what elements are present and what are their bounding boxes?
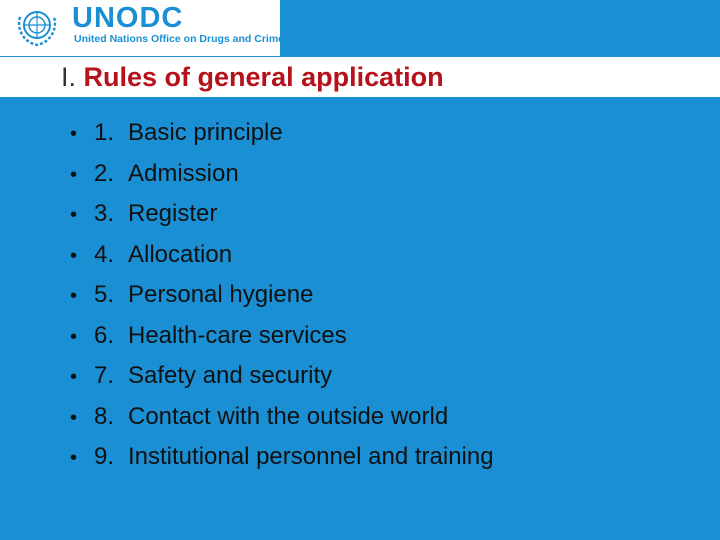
title-number: I. <box>61 62 77 92</box>
list-item <box>70 196 494 237</box>
bullet: • <box>70 406 78 429</box>
page-title <box>61 61 444 93</box>
list-item <box>70 439 494 480</box>
brand-name: UNODC <box>72 2 184 34</box>
list-item <box>70 399 494 440</box>
list-item <box>70 115 494 156</box>
item-label: Allocation <box>128 240 233 268</box>
item-number: 4. <box>94 240 115 268</box>
list-item <box>70 358 494 399</box>
item-number: 9. <box>94 443 115 470</box>
item-number: 7. <box>94 362 115 389</box>
item-number: 2. <box>94 159 115 187</box>
rules-list <box>70 115 494 480</box>
header-logo-area <box>0 0 285 56</box>
un-emblem-icon <box>14 3 60 49</box>
brand-subtitle: United Nations Office on Drugs and Crime <box>74 33 285 45</box>
bullet: • <box>70 123 78 145</box>
item-label: Contact with the outside world <box>128 402 449 430</box>
bullet: • <box>70 447 78 469</box>
bullet: • <box>70 244 78 267</box>
item-number: 8. <box>94 402 115 430</box>
list-item <box>70 277 494 318</box>
item-number: 5. <box>94 281 115 308</box>
item-label: Safety and security <box>128 362 333 389</box>
item-label: Institutional personnel and training <box>128 443 494 470</box>
bullet: • <box>70 325 78 348</box>
item-number: 3. <box>94 200 115 227</box>
item-number: 6. <box>94 321 115 349</box>
bullet: • <box>70 366 78 388</box>
item-label: Health-care services <box>128 321 347 349</box>
title-text: Rules of general application <box>83 62 444 92</box>
item-label: Admission <box>128 159 239 187</box>
list-item <box>70 237 494 278</box>
item-number: 1. <box>94 119 115 146</box>
list-item <box>70 156 494 197</box>
bullet: • <box>70 163 78 186</box>
item-label: Personal hygiene <box>128 281 314 308</box>
bullet: • <box>70 204 78 226</box>
item-label: Register <box>128 200 218 227</box>
list-item <box>70 318 494 359</box>
item-label: Basic principle <box>128 119 283 146</box>
bullet: • <box>70 285 78 307</box>
